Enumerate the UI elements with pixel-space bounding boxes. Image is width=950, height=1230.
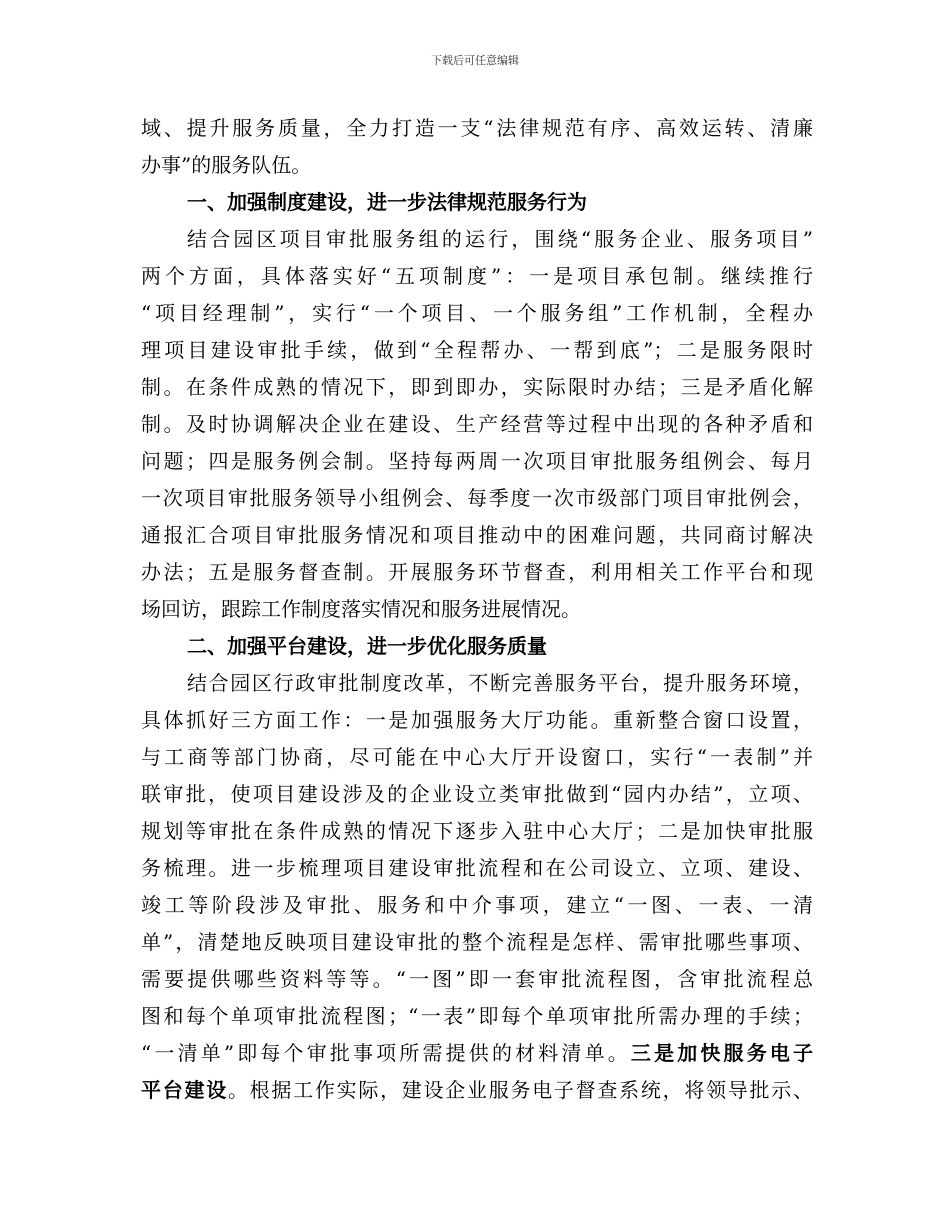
line-text: “一清单”即每个审批事项所需提供的材料清单。 <box>141 1041 631 1065</box>
paragraph-line: 需要提供哪些资料等等。“一图”即一套审批流程图，含审批流程总 <box>141 967 813 991</box>
section-heading: 一、加强制度建设，进一步法律规范服务行为 <box>187 190 587 214</box>
paragraph-line <box>141 1072 813 1109</box>
paragraph-line: 竣工等阶段涉及审批、服务和中介事项，建立“一图、一表、一清 <box>141 893 813 917</box>
paragraph-line: 办法；五是服务督查制。开展服务环节督查，利用相关工作平台和现 <box>141 560 813 584</box>
paragraph-line: “项目经理制”，实行“一个项目、一个服务组”工作机制，全程办 <box>141 301 813 325</box>
paragraph-line: 图和每个单项审批流程图；“一表”即每个单项审批所需办理的手续； <box>141 1004 813 1028</box>
line-text: 。根据工作实际，建设企业服务电子督查系统，将领导批示、 <box>227 1078 814 1102</box>
paragraph-line: 办事”的服务队伍。 <box>141 153 312 177</box>
paragraph-line: 制。在条件成熟的情况下，即到即办，实际限时办结；三是矛盾化解 <box>141 375 813 399</box>
paragraph-line: 具体抓好三方面工作：一是加强服务大厅功能。重新整合窗口设置， <box>141 708 813 732</box>
paragraph-line: 通报汇合项目审批服务情况和项目推动中的困难问题，共同商讨解决 <box>141 523 813 547</box>
section-heading: 二、加强平台建设，进一步优化服务质量 <box>187 634 547 658</box>
page-header: 下载后可任意编辑 <box>431 54 519 67</box>
paragraph-line: 理项目建设审批手续，做到“全程帮办、一帮到底”；二是服务限时 <box>141 338 813 362</box>
paragraph-line: 结合园区行政审批制度改革，不断完善服务平台，提升服务环境， <box>187 671 813 695</box>
paragraph-line: 与工商等部门协商，尽可能在中心大厅开设窗口，实行“一表制”并 <box>141 745 813 769</box>
bold-phrase: 平台建设 <box>141 1078 228 1102</box>
paragraph-line <box>141 1035 813 1072</box>
paragraph-line: 问题；四是服务例会制。坚持每两周一次项目审批服务组例会、每月 <box>141 449 813 473</box>
bold-phrase: 三是加快服务电子 <box>630 1041 814 1065</box>
paragraph-line: 两个方面，具体落实好“五项制度”：一是项目承包制。继续推行 <box>141 264 813 288</box>
paragraph-line: 制。及时协调解决企业在建设、生产经营等过程中出现的各种矛盾和 <box>141 412 813 436</box>
paragraph-line: 结合园区项目审批服务组的运行，围绕“服务企业、服务项目” <box>187 227 813 251</box>
paragraph-line: 场回访，跟踪工作制度落实情况和服务进展情况。 <box>141 597 581 621</box>
paragraph-line: 单”，清楚地反映项目建设审批的整个流程是怎样、需审批哪些事项、 <box>141 930 813 954</box>
body-text <box>141 110 813 1109</box>
paragraph-line: 务梳理。进一步梳理项目建设审批流程和在公司设立、立项、建设、 <box>141 856 813 880</box>
paragraph-line: 一次项目审批服务领导小组例会、每季度一次市级部门项目审批例会， <box>141 486 813 510</box>
paragraph-line: 规划等审批在条件成熟的情况下逐步入驻中心大厅；二是加快审批服 <box>141 819 813 843</box>
paragraph-line: 域、提升服务质量，全力打造一支“法律规范有序、高效运转、清廉 <box>141 116 813 140</box>
paragraph-line: 联审批，使项目建设涉及的企业设立类审批做到“园内办结”，立项、 <box>141 782 813 806</box>
